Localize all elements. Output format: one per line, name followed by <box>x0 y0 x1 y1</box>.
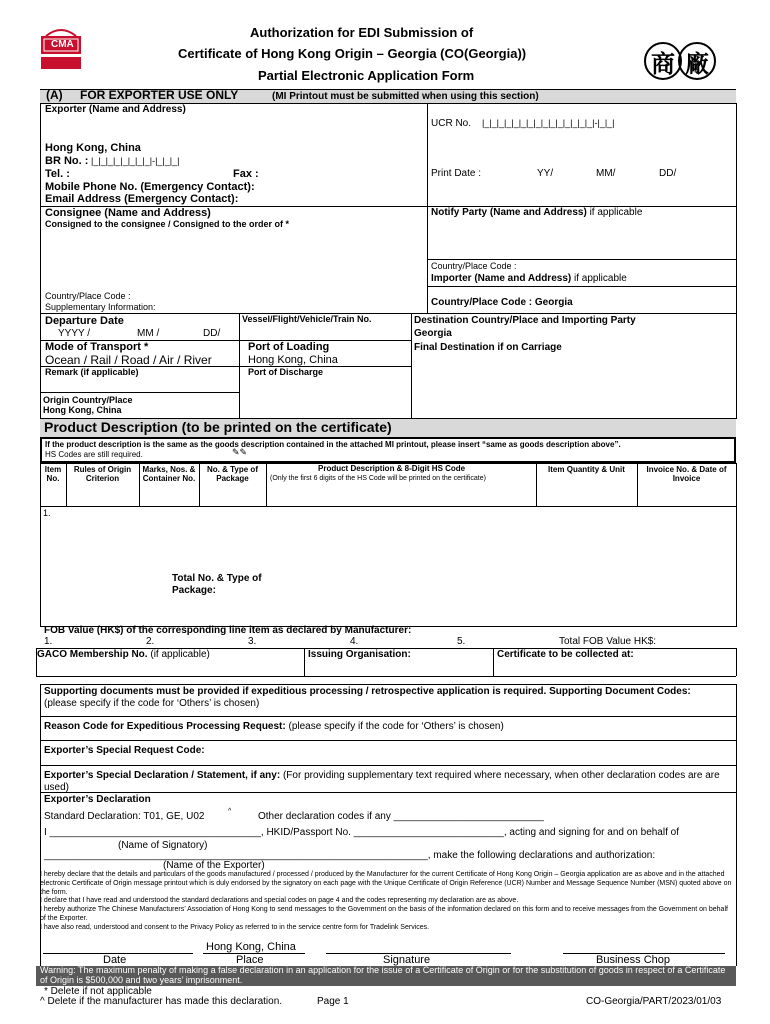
fob-5[interactable]: 5. <box>457 636 466 647</box>
place-label: Place <box>236 954 264 966</box>
name-signatory-caption: (Name of Signatory) <box>118 840 208 851</box>
destination-label: Destination Country/Place and Importing Party <box>414 315 636 326</box>
fob-3[interactable]: 3. <box>248 636 257 647</box>
col-marks: Marks, Nos. & Container No. <box>142 465 196 484</box>
special-request-code: Exporter’s Special Request Code: <box>44 745 205 756</box>
fob-label: FOB Value (HK$) of the corresponding line item as declared by Manufacturer: <box>44 625 412 636</box>
departure-dd[interactable]: DD/ <box>203 328 221 339</box>
seal-icon-left: 商 <box>644 42 682 80</box>
consignee-country-code: Country/Place Code : <box>45 291 131 301</box>
gaco-label: GACO Membership No. (if applicable) <box>37 649 210 660</box>
importer-label: Importer (Name and Address) if applicable <box>431 273 627 284</box>
col-rules: Rules of Origin Criterion <box>73 465 132 484</box>
mobile-label: Mobile Phone No. (Emergency Contact): <box>45 181 255 193</box>
warning-text: Warning: The maximum penalty of making a false declaration in an application for the issue of a Certificate of Origin or for the substitution of goods in respect of a Certificate of Origin is $500,000 and two years’ imprisonment. <box>40 965 726 985</box>
other-codes-field[interactable]: Other declaration codes if any ___________________________ <box>258 811 544 822</box>
consigned-note: Consigned to the consignee / Consigned to the order of * <box>45 219 290 229</box>
port-discharge-label: Port of Discharge <box>248 367 324 377</box>
final-destination-label: Final Destination if on Carriage <box>414 342 562 353</box>
page-number: Page 1 <box>317 996 349 1007</box>
print-date-yy[interactable]: YY/ <box>537 168 554 179</box>
email-label: Email Address (Emergency Contact): <box>45 193 239 205</box>
departure-mm[interactable]: MM / <box>137 328 160 339</box>
importer-country-code: Country/Place Code : Georgia <box>431 297 573 308</box>
date-label: Date <box>103 954 127 966</box>
vessel-label: Vessel/Flight/Vehicle/Train No. <box>242 314 372 324</box>
place-value: Hong Kong, China <box>206 941 296 953</box>
departure-yyyy[interactable]: YYYY / <box>58 328 91 339</box>
port-loading-label: Port of Loading <box>248 341 330 353</box>
signature-label: Signature <box>383 954 431 966</box>
origin-value: Hong Kong, China <box>43 405 122 415</box>
hand-icon: ✎✎ <box>232 447 248 457</box>
exporter-label: Exporter (Name and Address) <box>45 104 186 115</box>
header-title-line1: Authorization for EDI Submission of <box>250 25 474 40</box>
section-a-note: (MI Printout must be submitted when using this section) <box>272 91 539 102</box>
supporting-docs: Supporting documents must be provided if expeditious processing / retrospective application is required. Supporting Document Codes: (please specify if the code for ‘Others’ is chosen) <box>44 686 691 709</box>
header-title-line2: Certificate of Hong Kong Origin – Georgia (CO(Georgia)) <box>178 46 527 61</box>
consignee-label: Consignee (Name and Address) <box>45 207 211 219</box>
footer-note2: ^ Delete if the manufacturer has made this declaration. <box>40 996 283 1007</box>
footer-note1: * Delete if not applicable <box>44 986 152 997</box>
col-package: No. & Type of Package <box>207 465 258 484</box>
superscript-mark: ^ <box>228 808 232 815</box>
declaration-title: Exporter’s Declaration <box>44 794 151 805</box>
table-row[interactable]: 1. <box>43 508 51 518</box>
col-item: Item No. <box>44 465 62 484</box>
col-invoice: Invoice No. & Date of Invoice <box>646 465 727 484</box>
fob-4[interactable]: 4. <box>350 636 359 647</box>
product-title: Product Description (to be printed on the certificate) <box>44 419 392 435</box>
special-declaration: Exporter’s Special Declaration / Statement, if any: (For providing supplementary text required where necessary, when other declaration codes are are used) <box>44 770 720 793</box>
fax-label: Fax : <box>233 168 259 180</box>
supplementary-info: Supplementary Information: <box>45 302 156 312</box>
col-quantity: Item Quantity & Unit <box>548 465 625 474</box>
mode-transport-options[interactable]: Ocean / Rail / Road / Air / River <box>45 353 212 367</box>
fob-2[interactable]: 2. <box>146 636 155 647</box>
ucr-label: UCR No. <box>431 118 472 129</box>
col-description-note: (Only the first 6 digits of the HS Code will be printed on the certificate) <box>270 475 486 482</box>
destination-value: Georgia <box>414 328 452 339</box>
total-package-label: Total No. & Type of Package: <box>172 573 262 596</box>
seal-icon-right: 廠 <box>678 42 716 80</box>
exporter-country: Hong Kong, China <box>45 142 141 154</box>
origin-label: Origin Country/Place <box>43 395 133 405</box>
br-boxes[interactable]: |_|_|_|_|_|_|_|_|-|_|_|_| <box>91 156 180 166</box>
print-date-dd[interactable]: DD/ <box>659 168 677 179</box>
header-title-line3: Partial Electronic Application Form <box>258 68 475 83</box>
business-chop-label: Business Chop <box>596 954 670 966</box>
ucr-boxes[interactable]: |_|_|_|_|_|_|_|_|_|_|_|_|_|_|_|-|_|_| <box>482 118 615 128</box>
product-note1: If the product description is the same as the goods description contained in the attached MI printout, please insert “same as goods description above”. <box>45 440 621 449</box>
collect-at-label: Certificate to be collected at: <box>497 649 634 660</box>
section-a-title: FOR EXPORTER USE ONLY <box>80 88 239 102</box>
notify-party-label: Notify Party (Name and Address) if applicable <box>431 207 643 218</box>
name-exporter-caption: (Name of the Exporter) <box>163 860 265 871</box>
fob-1[interactable]: 1. <box>44 636 53 647</box>
col-description: Product Description & 8-Digit HS Code <box>318 464 466 473</box>
remark-label: Remark (if applicable) <box>45 367 139 377</box>
port-loading-value: Hong Kong, China <box>248 354 338 366</box>
departure-label: Departure Date <box>45 315 124 327</box>
issuing-org-label: Issuing Organisation: <box>308 649 411 660</box>
standard-declaration: Standard Declaration: T01, GE, U02 <box>44 811 205 822</box>
cma-logo <box>40 26 82 74</box>
mode-transport-label: Mode of Transport * <box>45 341 149 353</box>
reason-code: Reason Code for Expeditious Processing Request: (please specify if the code for ‘Others’ is chosen) <box>44 721 504 732</box>
exporter-name-line[interactable]: _____________________________________________________________________, make the following declarations and authorization: <box>44 850 656 861</box>
form-code: CO-Georgia/PART/2023/01/03 <box>586 996 722 1007</box>
product-note2: HS Codes are still required. <box>45 450 143 459</box>
fob-total[interactable]: Total FOB Value HK$: <box>559 636 657 647</box>
signatory-line[interactable]: I ______________________________________, HKID/Passport No. ___________________________, acting and signing for and on behalf of <box>44 827 679 838</box>
notify-country-code: Country/Place Code : <box>431 261 517 271</box>
tel-label: Tel. : <box>45 168 70 180</box>
declaration-text: I hereby declare that the details and particulars of the goods manufactured / processed / produced by the Manufacturer for the current Certificate of Hong Kong Origin – Georgia application are as above and in the attached electronic Certificate of Origin message printout which is duly endorsed by the signatory on each page with the Unique Certificate of Origin Reference (UCR) Number and Message Sequence Number (MSN) quoted above on the form. I declare that I have read and understood the standard declarations and special codes on page 4 and the codes representing my declaration are as above. I hereby authorize The Chinese Manufacturers’ Association of Hong Kong to send messages to the Government on the basis of the information declared on this form and to receive messages from the Government on behalf of the Exporter. I have also read, understood and consent to the Privacy Policy as referred to in the service centre form for Tradelink Services. <box>40 871 732 931</box>
print-date-mm[interactable]: MM/ <box>596 168 616 179</box>
logo-text: CMA <box>51 39 74 50</box>
br-label: BR No. : <box>45 155 89 167</box>
section-a-label: (A) <box>46 88 63 102</box>
print-date-label: Print Date : <box>431 168 482 179</box>
